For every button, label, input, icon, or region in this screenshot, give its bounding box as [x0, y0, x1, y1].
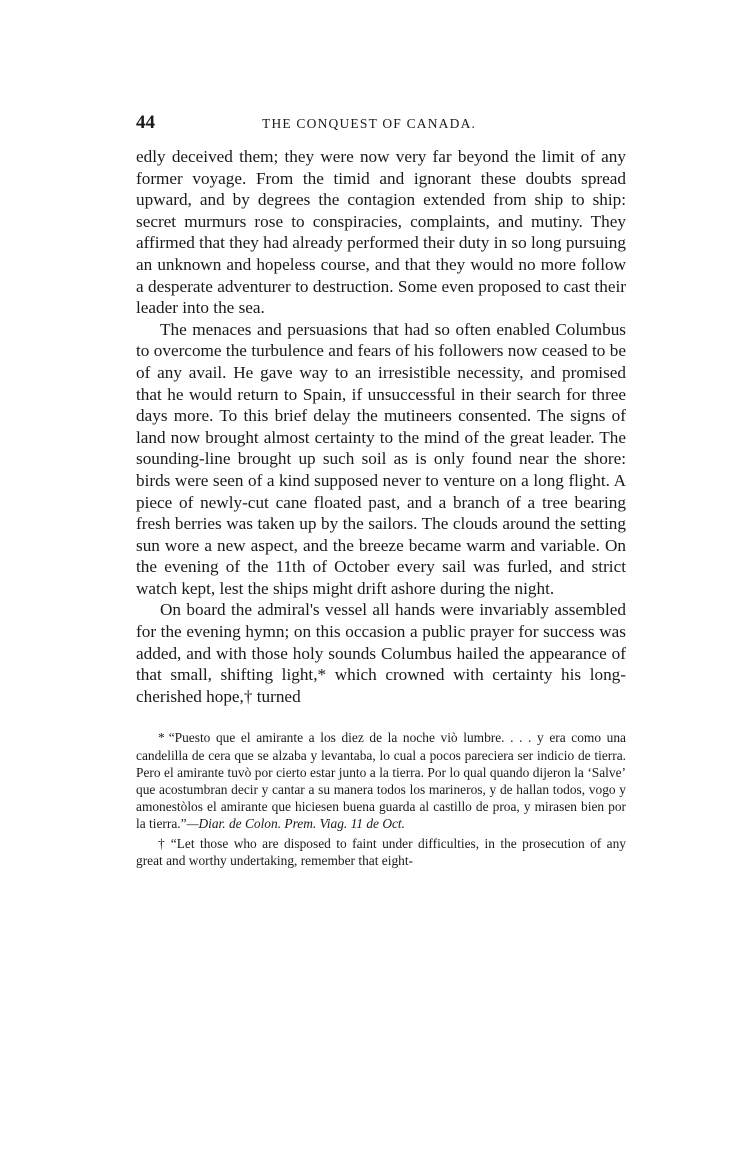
paragraph-3: On board the admiral's vessel all hands were invariably assembled for the evening hymn; on this occasion a public prayer for success was added, and with those holy sounds Columbus hailed the appearance of that small, shifting light,* which crowned with certainty his long-cherished hope,† turned	[136, 600, 626, 706]
running-title: THE CONQUEST OF CANADA.	[262, 116, 477, 131]
footnote-dagger	[136, 835, 626, 869]
footnote-marker: *	[158, 730, 165, 746]
footnote-marker: †	[158, 835, 167, 851]
page-number: 44	[136, 112, 155, 133]
book-page	[136, 112, 626, 869]
footnotes	[136, 729, 626, 869]
page-header	[136, 112, 626, 136]
footnote-asterisk	[136, 729, 626, 832]
footnote-text: “Let those who are disposed to faint under difficulties, in the prosecution of any great and worthy undertaking, remember that eight-	[136, 835, 626, 868]
main-text	[136, 146, 626, 707]
paragraph-1: edly deceived them; they were now very far beyond the limit of any former voyage. From the timid and ignorant these doubts spread upward, and by degrees the contagion extended from ship to ship: secret murmurs rose to conspiracies, complaints, and mutiny. They affirmed that they had already performed their duty in so long pursuing an unknown and hopeless course, and that they would no more follow a desperate adventurer to destruction. Some even proposed to cast their leader into the sea.	[136, 147, 626, 318]
footnote-citation: —Diar. de Colon. Prem. Viag. 11 de Oct.	[186, 816, 406, 832]
paragraph-2: The menaces and persuasions that had so often enabled Columbus to overcome the turbulence and fears of his followers now ceased to be of any avail. He gave way to an irresistible necessity, and promised that he would return to Spain, if unsuccessful in their search for three days more. To this brief delay the mutineers consented. The signs of land now brought almost certainty to the mind of the great leader. The sounding-line brought up such soil as is only found near the shore: birds were seen of a kind supposed never to venture on a long flight. A piece of newly-cut cane floated past, and a branch of a tree bearing fresh berries was taken up by the sailors. The clouds around the setting sun wore a new aspect, and the breeze became warm and variable. On the evening of the 11th of October every sail was furled, and strict watch kept, lest the ships might drift ashore during the night.	[136, 319, 626, 598]
footnote-text: “Puesto que el amirante a los diez de la noche viò lumbre. . . . y era como una candelilla de cera que se alzaba y levantaba, lo cual a pocos pareciera ser indicio de tierra. Pero el amirante tuvò por cierto estar junto a la tierra. Por lo qual quando dijeron la ‘Salve’ que acostumbran decir y cantar a su manera todos los marineros, y de hallan todos, vogo y amonestòlos el amirante que hiciesen buena guarda al castillo de proa, y mirasen bien por la tierra.”	[136, 730, 626, 832]
